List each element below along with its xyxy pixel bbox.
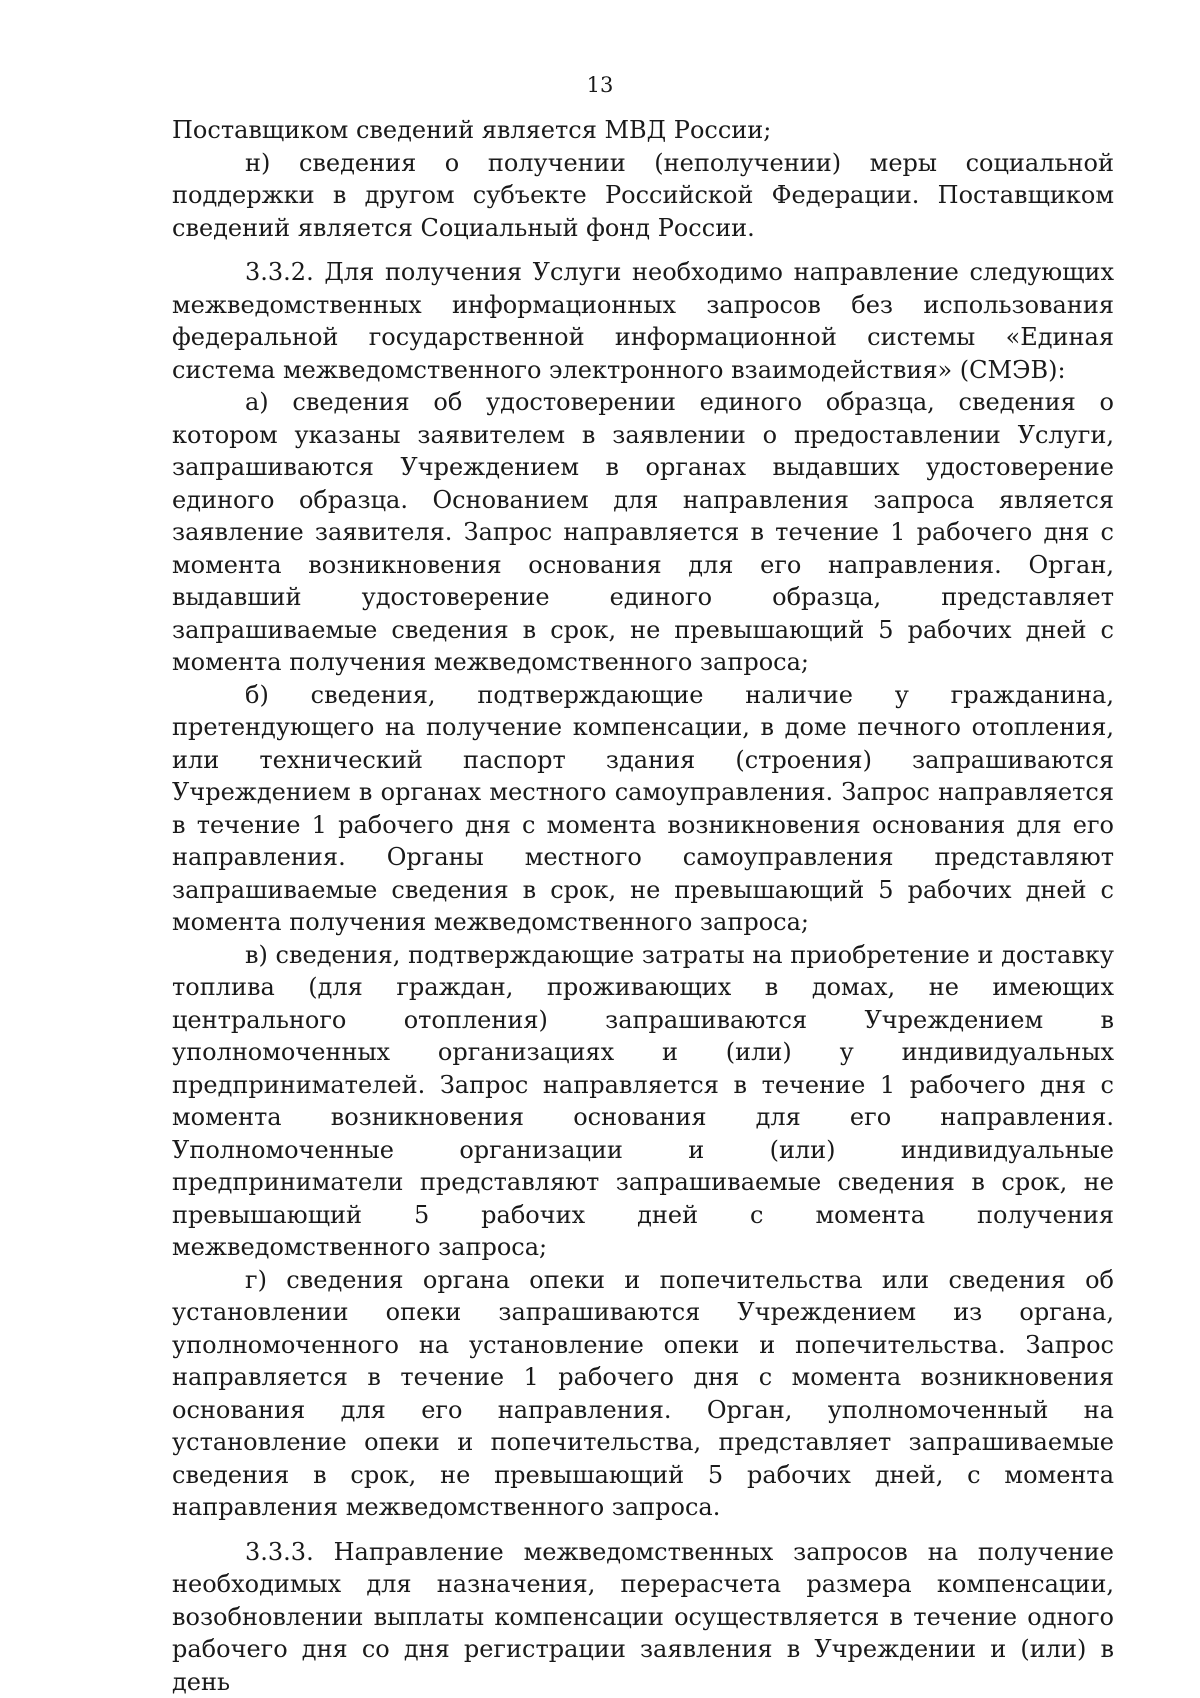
paragraph-continuation: Поставщиком сведений является МВД России; [172, 114, 1114, 147]
paragraph-item-v: в) сведения, подтверждающие затраты на приобретение и доставку топлива (для граждан, проживающих в домах, не имеющих центрального отопления) запрашиваются Учреждением в уполномоченных организациях и (или) у индивидуальных предпринимателей. Запрос направляется в течение 1 рабочего дня с момента возникновения основания для его направления. Уполномоченные организации и (или) индивидуальные предприниматели представляют запрашиваемые сведения в срок, не превышающий 5 рабочих дней с момента получения межведомственного запроса; [172, 939, 1114, 1264]
page-number: 13 [0, 72, 1200, 98]
paragraph-item-n: н) сведения о получении (неполучении) меры социальной поддержки в другом субъекте Российской Федерации. Поставщиком сведений является Социальный фонд России. [172, 147, 1114, 245]
paragraph-section-3-3-3: 3.3.3. Направление межведомственных запросов на получение необходимых для назначения, перерасчета размера компенсации, возобновлении выплаты компенсации осуществляется в течение одного рабочего дня со дня регистрации заявления в Учреждении и (или) в день [172, 1536, 1114, 1698]
paragraph-item-g: г) сведения органа опеки и попечительства или сведения об установлении опеки запрашиваются Учреждением из органа, уполномоченного на установление опеки и попечительства. Запрос направляется в течение 1 рабочего дня с момента возникновения основания для его направления. Орган, уполномоченный на установление опеки и попечительства, представляет запрашиваемые сведения в срок, не превышающий 5 рабочих дней, с момента направления межведомственного запроса. [172, 1264, 1114, 1524]
paragraph-item-b: б) сведения, подтверждающие наличие у гражданина, претендующего на получение компенсации, в доме печного отопления, или технический паспорт здания (строения) запрашиваются Учреждением в органах местного самоуправления. Запрос направляется в течение 1 рабочего дня с момента возникновения основания для его направления. Органы местного самоуправления представляют запрашиваемые сведения в срок, не превышающий 5 рабочих дней с момента получения межведомственного запроса; [172, 679, 1114, 939]
paragraph-section-3-3-2: 3.3.2. Для получения Услуги необходимо направление следующих межведомственных информационных запросов без использования федеральной государственной информационной системы «Единая система межведомственного электронного взаимодействия» (СМЭВ): [172, 256, 1114, 386]
document-body [172, 114, 1114, 1698]
paragraph-item-a: а) сведения об удостоверении единого образца, сведения о котором указаны заявителем в заявлении о предоставлении Услуги, запрашиваются Учреждением в органах выдавших удостоверение единого образца. Основанием для направления запроса является заявление заявителя. Запрос направляется в течение 1 рабочего дня с момента возникновения основания для его направления. Орган, выдавший удостоверение единого образца, представляет запрашиваемые сведения в срок, не превышающий 5 рабочих дней с момента получения межведомственного запроса; [172, 386, 1114, 679]
